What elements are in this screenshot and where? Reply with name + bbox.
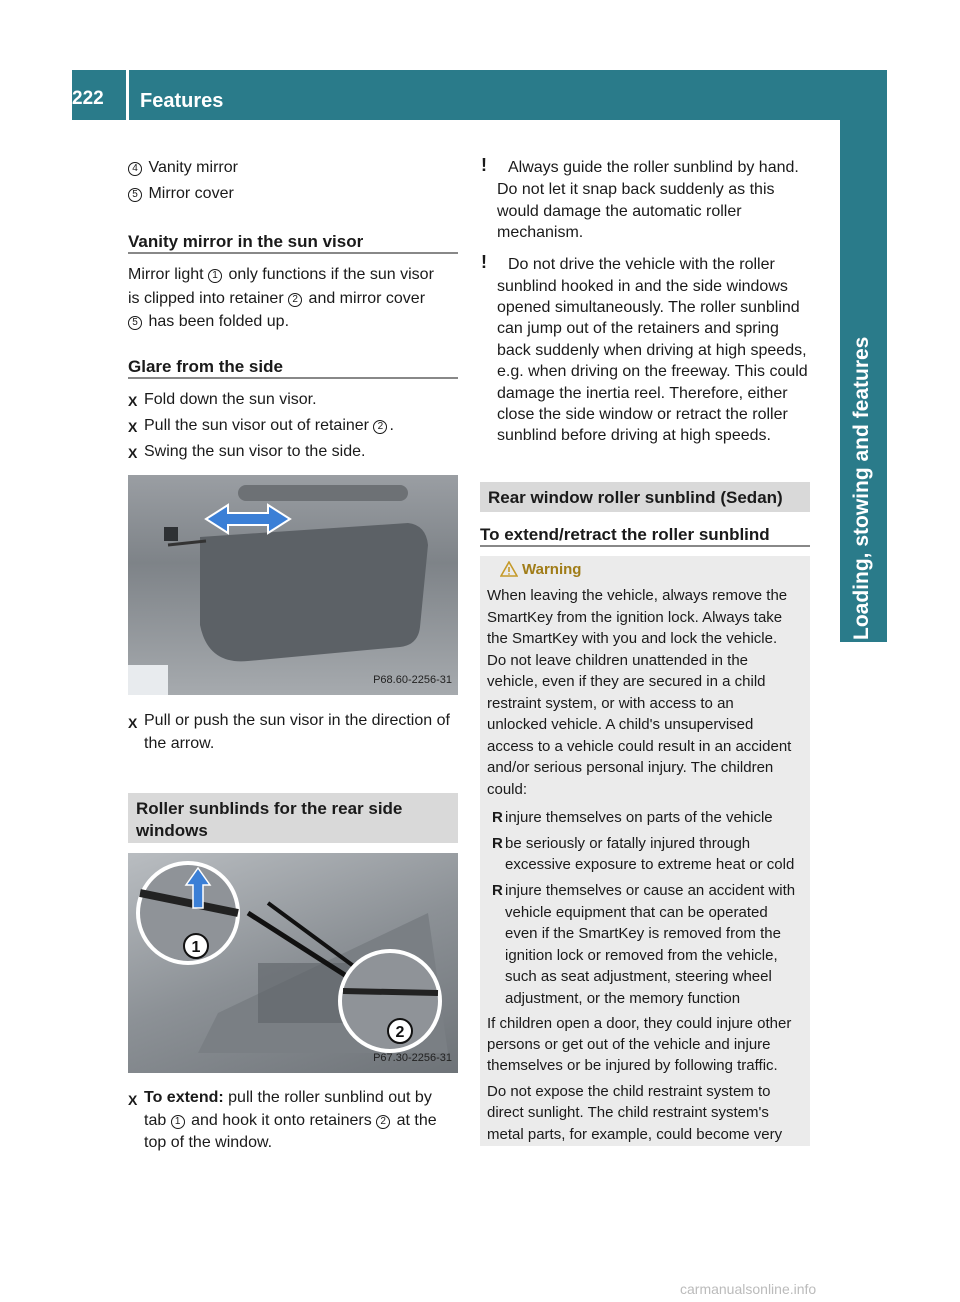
warning-line: could: bbox=[487, 781, 528, 798]
bullet-icon: R bbox=[492, 882, 503, 899]
step-arrow-icon: X bbox=[128, 1092, 138, 1108]
warning-line: the SmartKey with you and lock the vehicle. bbox=[487, 630, 778, 647]
step-arrow-icon: X bbox=[128, 393, 138, 409]
warning-bullet: injure themselves on parts of the vehicle bbox=[505, 809, 773, 826]
warning-line: metal parts, for example, could become very bbox=[487, 1126, 783, 1143]
callout-2-icon: 2 bbox=[288, 293, 302, 307]
warning-bullet: even if the SmartKey is removed from the bbox=[505, 925, 781, 942]
warning-line: vehicle, even if they are secured in a child bbox=[487, 673, 766, 690]
photo-code: P67.30-2256-31 bbox=[373, 1052, 452, 1064]
note-line: mechanism. bbox=[497, 224, 584, 241]
body-line: Mirror light 1 only functions if the sun visor bbox=[128, 266, 434, 283]
step-text: Fold down the sun visor. bbox=[144, 391, 317, 408]
warning-line: When leaving the vehicle, always remove the bbox=[487, 587, 788, 604]
warning-line: direct sunlight. The child restraint system's bbox=[487, 1104, 769, 1121]
sun-visor-photo bbox=[128, 475, 458, 695]
sun-visor-illustration bbox=[128, 475, 458, 695]
step-text: Swing the sun visor to the side. bbox=[144, 443, 366, 460]
photo-code: P68.60-2256-31 bbox=[373, 674, 452, 686]
legend-text: Vanity mirror bbox=[148, 159, 238, 176]
warning-line: unlocked vehicle. A child's unsupervised bbox=[487, 716, 754, 733]
warning-line: and/or serious personal injury. The children bbox=[487, 759, 774, 776]
note-line: can jump out of the retainers and spring bbox=[497, 320, 779, 337]
caution-icon: ! bbox=[481, 252, 487, 272]
warning-triangle-icon bbox=[500, 561, 518, 577]
callout-2-icon: 2 bbox=[373, 420, 387, 434]
callout-5-icon: 5 bbox=[128, 188, 142, 202]
bullet-icon: R bbox=[492, 809, 503, 826]
watermark: carmanualsonline.info bbox=[680, 1281, 817, 1297]
section-heading-roller: Roller sunblinds for the rear side bbox=[136, 799, 403, 818]
header-divider bbox=[126, 70, 129, 120]
note-line: opened simultaneously. The roller sunblind bbox=[497, 299, 800, 316]
step-text: Pull or push the sun visor in the direction of bbox=[144, 712, 450, 729]
svg-text:1: 1 bbox=[191, 939, 201, 956]
step-arrow-icon: X bbox=[128, 419, 138, 435]
warning-line: Do not expose the child restraint system to bbox=[487, 1083, 771, 1100]
note-line: Do not drive the vehicle with the roller bbox=[508, 256, 775, 273]
step-text: tab 1 and hook it onto retainers 2 at the bbox=[144, 1112, 437, 1129]
warning-bullet: such as seat adjustment, steering wheel bbox=[505, 968, 772, 985]
warning-line: If children open a door, they could injure other bbox=[487, 1015, 792, 1032]
step-text: the arrow. bbox=[144, 735, 215, 752]
note-line: sunblind before driving at high speeds. bbox=[497, 427, 771, 444]
note-line: e.g. when driving on the freeway. This could bbox=[497, 363, 808, 380]
note-line: back suddenly when driving at high speeds, bbox=[497, 342, 807, 359]
warning-bullet: be seriously or fatally injured through bbox=[505, 835, 751, 852]
note-line: Do not let it snap back suddenly as this bbox=[497, 181, 775, 198]
callout-5-icon: 5 bbox=[128, 316, 142, 330]
side-label: Loading, stowing and features bbox=[850, 336, 873, 640]
bullet-icon: R bbox=[492, 835, 503, 852]
warning-bullet: adjustment, or the memory function bbox=[505, 990, 741, 1007]
body-line: is clipped into retainer 2 and mirror cover bbox=[128, 290, 426, 307]
section-heading-glare: Glare from the side bbox=[128, 357, 283, 376]
rear-sunblind-photo bbox=[128, 853, 458, 1073]
warning-line: access to a vehicle could result in an accident bbox=[487, 738, 792, 755]
step-text: top of the window. bbox=[144, 1134, 273, 1151]
page-number: 222 bbox=[72, 88, 104, 109]
note-line: sunblind hooked in and the side windows bbox=[497, 278, 788, 295]
step-arrow-icon: X bbox=[128, 445, 138, 461]
heading-rule bbox=[128, 252, 458, 254]
warning-title: Warning bbox=[522, 561, 582, 578]
warning-bullet: vehicle equipment that can be operated bbox=[505, 904, 768, 921]
warning-line: Do not leave children unattended in the bbox=[487, 652, 749, 669]
heading-rule bbox=[128, 377, 458, 379]
caution-icon: ! bbox=[481, 155, 487, 175]
legend-item bbox=[128, 157, 238, 179]
warning-line: persons or get out of the vehicle and injure bbox=[487, 1036, 771, 1053]
warning-bullet: injure themselves or cause an accident with bbox=[505, 882, 796, 899]
note-line: would damage the automatic roller bbox=[497, 203, 742, 220]
callout-1-icon: 1 bbox=[171, 1115, 185, 1129]
callout-1-icon: 1 bbox=[208, 269, 222, 283]
heading-rule bbox=[480, 545, 810, 547]
step-arrow-icon: X bbox=[128, 715, 138, 731]
warning-bullet: excessive exposure to extreme heat or cold bbox=[505, 856, 795, 873]
note-line: Always guide the roller sunblind by hand. bbox=[508, 159, 799, 176]
subsection-heading-extend: To extend/retract the roller sunblind bbox=[480, 525, 770, 544]
step-text: To extend: pull the roller sunblind out by bbox=[144, 1089, 432, 1106]
svg-text:2: 2 bbox=[395, 1024, 405, 1041]
step-text: Pull the sun visor out of retainer 2 . bbox=[144, 417, 394, 434]
warning-bullet: ignition lock or removed from the vehicle, bbox=[505, 947, 778, 964]
rear-sunblind-illustration bbox=[128, 853, 458, 1073]
legend-item bbox=[128, 183, 234, 205]
callout-4-icon: 4 bbox=[128, 162, 142, 176]
section-heading-vanity: Vanity mirror in the sun visor bbox=[128, 232, 364, 251]
warning-line: SmartKey from the ignition lock. Always take bbox=[487, 609, 783, 626]
section-heading-roller: windows bbox=[136, 821, 208, 840]
section-heading-rear-window: Rear window roller sunblind (Sedan) bbox=[488, 488, 783, 507]
body-line: 5 has been folded up. bbox=[128, 311, 289, 333]
page-title: Features bbox=[140, 90, 224, 112]
note-line: close the side window or retract the roller bbox=[497, 406, 788, 423]
warning-line: restraint system, or with access to an bbox=[487, 695, 734, 712]
legend-text: Mirror cover bbox=[148, 185, 234, 202]
warning-line: themselves or be injured by following traffic. bbox=[487, 1057, 778, 1074]
callout-2-icon: 2 bbox=[376, 1115, 390, 1129]
note-line: damage the inertia reel. Therefore, either bbox=[497, 385, 788, 402]
